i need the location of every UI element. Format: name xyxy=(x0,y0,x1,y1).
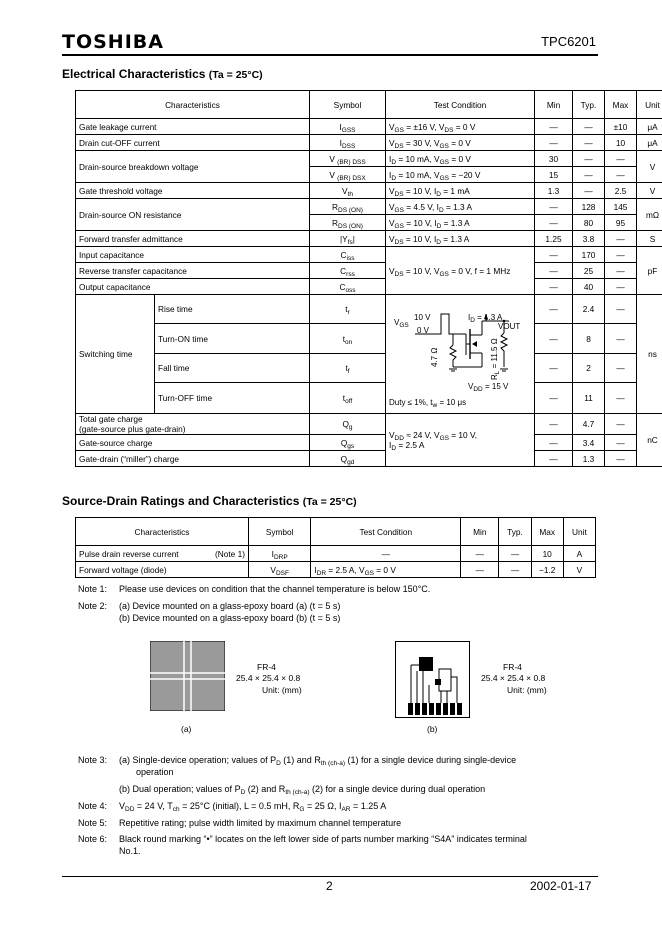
switching-test-circuit: $V_{GS}$ 10 V 0 V $I_D = 1.3$ A VOUT 4.7 Ω $R_L = 11.5$ Ω $V_{DD} = 15$ V Duty ≤ 1%, $t_w = 10$ μs xyxy=(386,295,535,414)
header-characteristics: Characteristics xyxy=(76,91,310,119)
header-unit: Unit xyxy=(637,91,662,119)
source-drain-table xyxy=(75,517,596,578)
vgs-label: $V_{GS}$ xyxy=(394,318,409,329)
table-row: Turn-ON time $t_{on}$ — 8 — xyxy=(76,324,662,353)
table-row: Gate-source charge $Q_{gs}$ — 3.4 — xyxy=(76,435,662,451)
footer-rule xyxy=(62,876,598,877)
page-number: 2 xyxy=(326,879,333,893)
table-row: Total gate charge (gate-source plus gate-drain) $Q_g$ $V_{DD} \approx 24$ V, $V_{GS} = 10$ V, $I_D = 2.5$ A — 4.7 — nC xyxy=(76,414,662,435)
vout-label: VOUT xyxy=(498,322,521,331)
section-title-electrical: Electrical Characteristics (Ta = 25°C) xyxy=(62,67,263,81)
section-title-source-drain: Source-Drain Ratings and Characteristics (Ta = 25°C) xyxy=(62,494,357,508)
rl-label: $R_L = 11.5$ Ω xyxy=(490,338,501,380)
table-row: Forward transfer admittance $|Y_{fs}|$ $V_{DS} = 10$ V, $I_D = 1.3$ A 1.25 3.8 — S xyxy=(76,231,662,247)
header-typ: Typ. xyxy=(573,91,605,119)
sd-header-min: Min xyxy=(461,518,499,546)
id-label: $I_D = 1.3$ A xyxy=(468,313,503,324)
sd-header-unit: Unit xyxy=(563,518,595,546)
table-row: V $_{(BR) DSX}$ $I_D = 10$ mA, $V_{GS} = -20$ V 15 — — xyxy=(76,167,662,183)
table-row: Output capacitance $C_{oss}$ — 40 — xyxy=(76,279,662,295)
table-row: Forward voltage (diode) $V_{DSF}$ $I_{DR} = 2.5$ A, $V_{GS} = 0$ V — — −1.2 V xyxy=(76,562,596,578)
sd-header-characteristics: Characteristics xyxy=(76,518,249,546)
header-rule xyxy=(62,54,598,56)
header-test-condition: Test Condition xyxy=(386,91,535,119)
switching-circuit-diagram xyxy=(386,295,535,413)
table-row: Drain cut-OFF current $I_{DSS}$ $V_{DS} = 30$ V, $V_{GS} = 0$ V — — 10 μA xyxy=(76,135,662,151)
table-row: Gate leakage current $I_{GSS}$ $V_{GS} = \pm 16$ V, $V_{DS} = 0$ V — — ±10 μA xyxy=(76,119,662,135)
table-row: $R_{DS (ON)}$ $V_{GS} = 10$ V, $I_D = 1.3$ A — 80 95 xyxy=(76,215,662,231)
duty-label: Duty ≤ 1%, $t_w = 10$ μs xyxy=(389,398,467,409)
header-min: Min xyxy=(535,91,573,119)
header-symbol: Symbol xyxy=(310,91,386,119)
footer-date: 2002-01-17 xyxy=(530,879,592,893)
table-row: Gate-drain (“miller”) charge $Q_{gd}$ — 1.3 — xyxy=(76,451,662,467)
sd-header-symbol: Symbol xyxy=(248,518,310,546)
toshiba-logo: TOSHIBA xyxy=(62,31,164,53)
part-number: TPC6201 xyxy=(541,34,596,49)
table-row: Pulse drain reverse current (Note 1) $I_{DRP}$ — — — 10 A xyxy=(76,546,596,562)
table-row: Drain-source breakdown voltage V $_{(BR) DSS}$ $I_D = 10$ mA, $V_{GS} = 0$ V 30 — — V xyxy=(76,151,662,167)
board-a-figure xyxy=(150,641,225,711)
vdd-label: $V_{DD} = 15$ V xyxy=(468,382,509,393)
table-row: Fall time $t_f$ — 2 — xyxy=(76,353,662,382)
table-row: Turn-OFF time $t_{off}$ — 11 — xyxy=(76,383,662,414)
board-b-figure xyxy=(395,641,470,719)
header-max: Max xyxy=(605,91,637,119)
sd-header-test-condition: Test Condition xyxy=(311,518,461,546)
electrical-characteristics-table xyxy=(75,90,662,467)
table-row: Switching time Rise time $t_r$ $V_{GS}$ 10 V 0 V $I_D = 1.3$ A VOUT 4.7 Ω $R_L = 11.5$ Ω $V_{DD} = 15$ V Duty ≤ 1%, $t_w = 10$ μs — 2.4 — ns xyxy=(76,295,662,324)
table-row: Drain-source ON resistance $R_{DS (ON)}$ $V_{GS} = 4.5$ V, $I_D = 1.3$ A — 128 145 mΩ xyxy=(76,199,662,215)
sd-header-max: Max xyxy=(531,518,563,546)
table-row: Reverse transfer capacitance $C_{rss}$ — 25 — xyxy=(76,263,662,279)
table-row: Input capacitance $C_{iss}$ $V_{DS} = 10$ V, $V_{GS} = 0$ V, f = 1 MHz — 170 — pF xyxy=(76,247,662,263)
table-row: Gate threshold voltage $V_{th}$ $V_{DS} = 10$ V, $I_D = 1$ mA 1.3 — 2.5 V xyxy=(76,183,662,199)
sd-header-typ: Typ. xyxy=(499,518,531,546)
